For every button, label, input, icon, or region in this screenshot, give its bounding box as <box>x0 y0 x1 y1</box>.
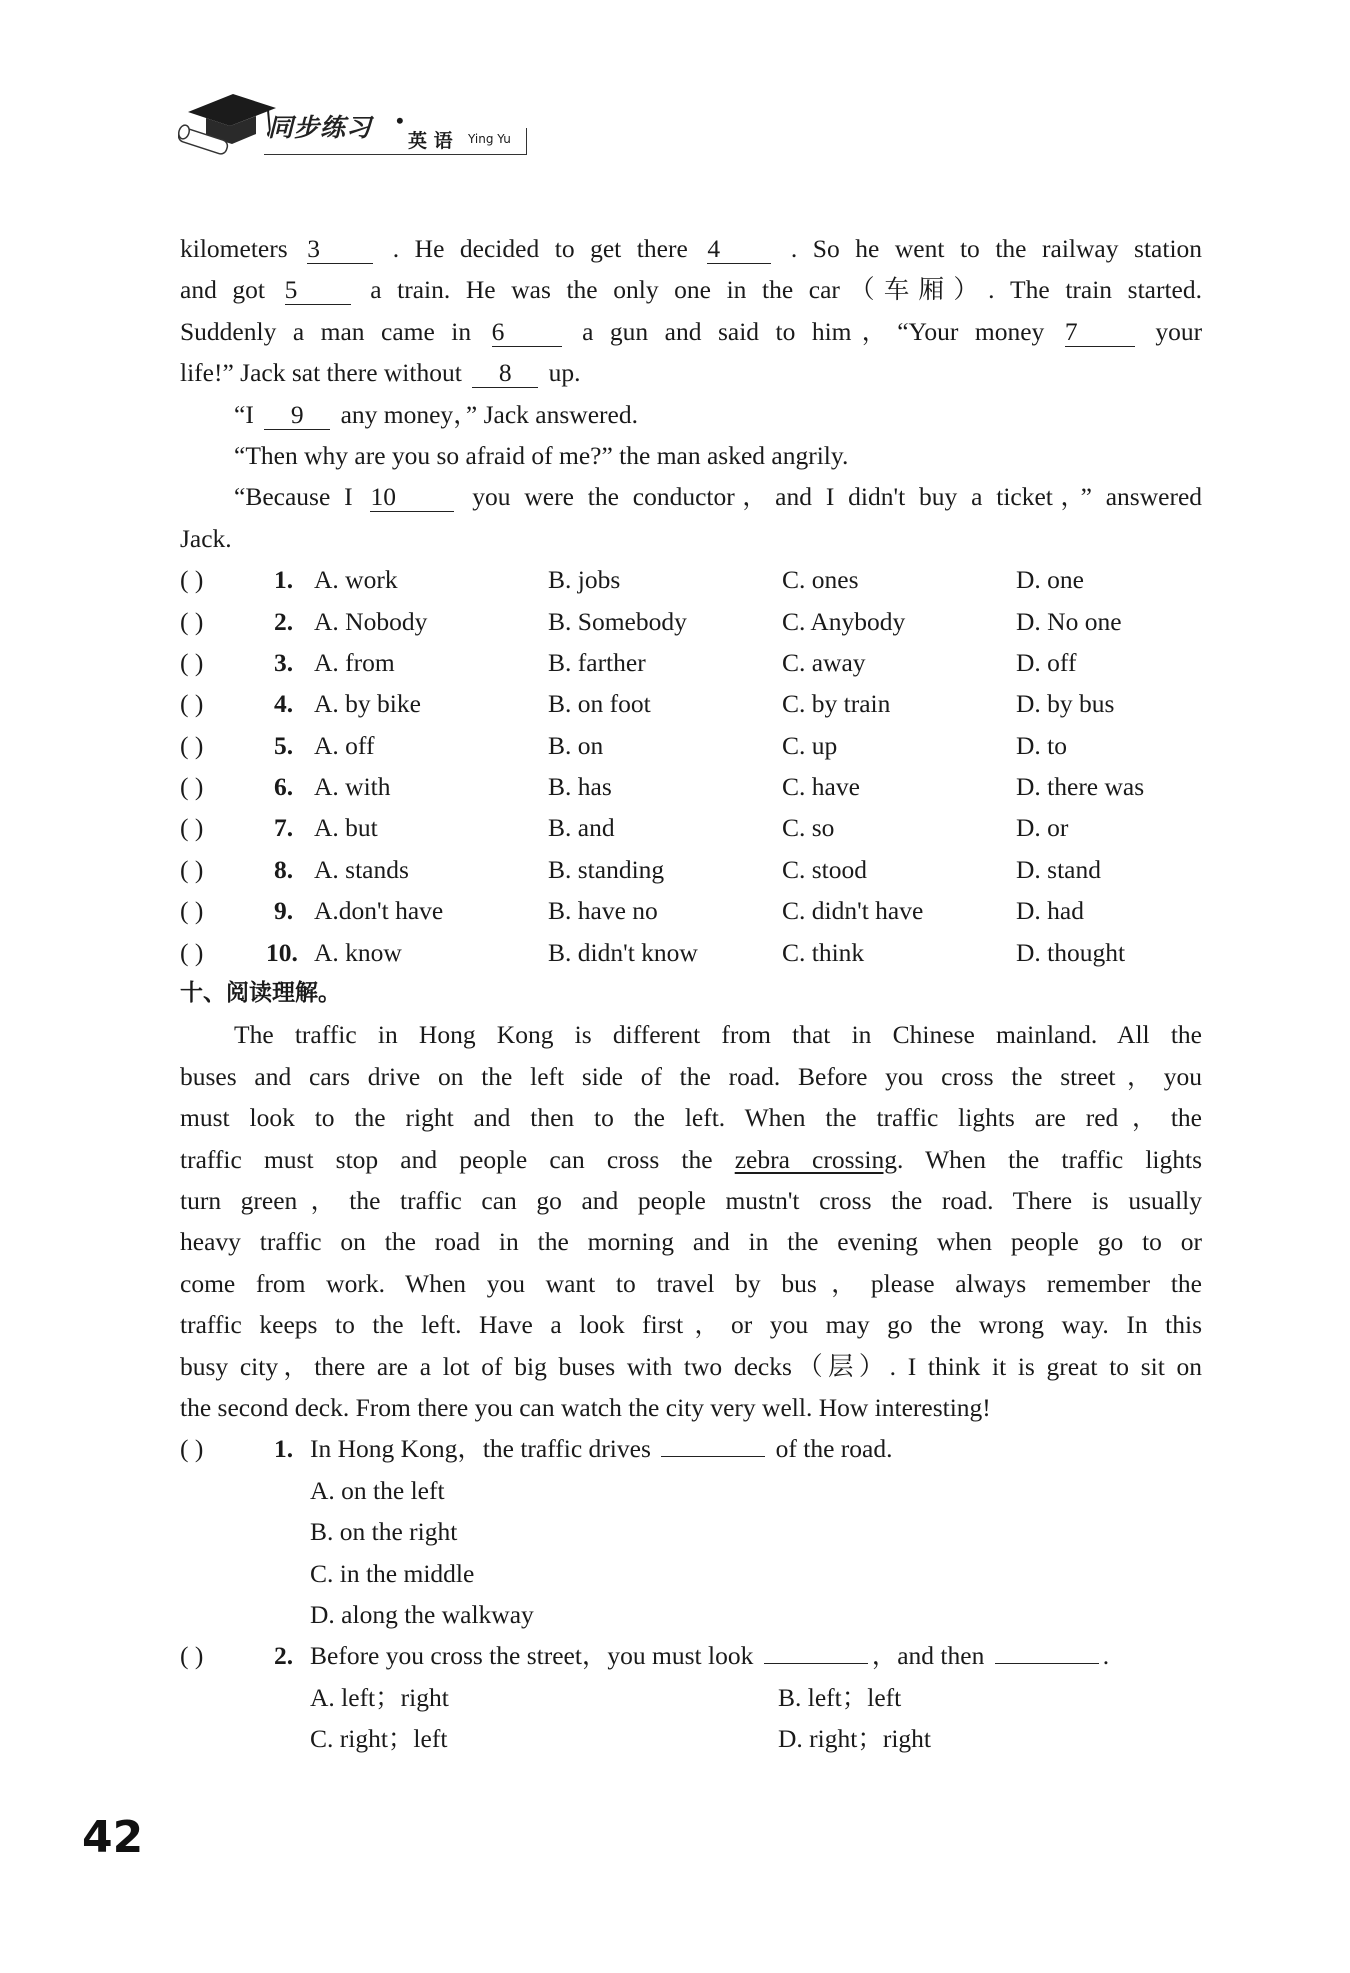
option-c: C. stood <box>782 854 868 884</box>
passage-line: “Because I 10 you were the conductor，and I didn't buy a ticket，” answered <box>234 482 1203 512</box>
option-d: D. or <box>1016 813 1069 843</box>
answer-paren[interactable]: ( ) <box>180 1641 204 1671</box>
question-number: 1. <box>274 1434 294 1464</box>
option-d: D. had <box>1016 896 1084 926</box>
option-row <box>180 601 1202 642</box>
question-number: 10. <box>266 937 298 967</box>
passage-line: and got 5 a train. He was the only one in the car（车厢）. The train started. <box>180 275 1202 305</box>
option-b: B. on the right <box>310 1517 458 1547</box>
answer-paren[interactable]: ( ) <box>180 565 204 595</box>
option-row <box>180 890 1202 931</box>
page-content <box>180 228 1202 1759</box>
reading-line: turn green，the traffic can go and people mustn't cross the road. There is usually <box>180 1185 1202 1215</box>
option-row <box>180 642 1202 683</box>
option-d: D. to <box>1016 730 1067 760</box>
option-row <box>180 683 1202 724</box>
option-d: D. No one <box>1016 606 1122 636</box>
answer-blank[interactable] <box>764 1663 868 1664</box>
option-c: C. ones <box>782 565 859 595</box>
subject-label: 英 语 <box>408 130 453 152</box>
option-row <box>180 932 1202 973</box>
answer-paren[interactable]: ( ) <box>180 772 204 802</box>
reading-line: the second deck. From there you can watch the city very well. How interesting! <box>180 1392 991 1422</box>
passage-line: kilometers 3 . He decided to get there 4 . So he went to the railway station <box>180 234 1203 263</box>
question-number: 4. <box>274 689 294 719</box>
option-c: C. in the middle <box>310 1558 475 1588</box>
question-number: 2. <box>274 606 294 636</box>
question-number: 1. <box>274 565 294 595</box>
option-d: D. by bus <box>1016 689 1115 719</box>
question-stem: Before you cross the street，you must look ，and then . <box>310 1641 1110 1671</box>
option-pair <box>180 1677 1202 1718</box>
option-c: C. right；left <box>310 1724 448 1754</box>
option-a: A. know <box>314 937 402 967</box>
reading-line: busy city，there are a lot of big buses with two decks（层）. I think it is great to sit on <box>180 1351 1202 1381</box>
option-a: A. work <box>314 565 398 595</box>
option-c: C. think <box>782 937 865 967</box>
option-b: B. have no <box>548 896 658 926</box>
option-a: A.don't have <box>314 896 444 926</box>
option-a: A. left；right <box>310 1682 449 1712</box>
blank-9[interactable]: 9 <box>264 401 330 430</box>
blank-3[interactable]: 3 <box>307 235 373 264</box>
option-b: B. farther <box>548 647 646 677</box>
option-row <box>180 725 1202 766</box>
reading-question <box>180 1635 1202 1676</box>
section-title: 十、阅读理解。 <box>180 980 341 1007</box>
reading-line: The traffic in Hong Kong is different from that in Chinese mainland. All the <box>234 1020 1202 1050</box>
option-a: A. stands <box>314 854 409 884</box>
reading-line: must look to the right and then to the left. When the traffic lights are red，the <box>180 1103 1202 1133</box>
reading-line: heavy traffic on the road in the morning and in the evening when people go to or <box>180 1227 1202 1257</box>
answer-paren[interactable]: ( ) <box>180 689 204 719</box>
question-number: 9. <box>274 896 294 926</box>
header-dot: • <box>396 108 404 133</box>
option-d: D. stand <box>1016 854 1101 884</box>
question-number: 8. <box>274 854 294 884</box>
series-title: 同步练习 <box>268 113 373 142</box>
reading-line: buses and cars drive on the left side of the road. Before you cross the street，you <box>180 1061 1202 1091</box>
answer-blank[interactable] <box>661 1456 765 1457</box>
header-rule <box>264 154 526 155</box>
answer-paren[interactable]: ( ) <box>180 896 204 926</box>
question-number: 7. <box>274 813 294 843</box>
option-c: C. didn't have <box>782 896 924 926</box>
graduation-cap-icon <box>178 88 278 162</box>
option-a: A. with <box>314 772 391 802</box>
option-row <box>180 559 1202 600</box>
option-d: D. thought <box>1016 937 1126 967</box>
option-a: A. on the left <box>310 1475 445 1505</box>
question-number: 6. <box>274 772 294 802</box>
option-c: C. so <box>782 813 835 843</box>
answer-paren[interactable]: ( ) <box>180 730 204 760</box>
passage-line: life!” Jack sat there without 8 up. <box>180 358 581 388</box>
answer-paren[interactable]: ( ) <box>180 937 204 967</box>
question-stem: In Hong Kong，the traffic drives of the road. <box>310 1434 893 1464</box>
option-c: C. have <box>782 772 860 802</box>
header-rule-end <box>526 128 527 155</box>
question-number: 3. <box>274 647 294 677</box>
cloze-options <box>180 559 1202 973</box>
passage-line: “Then why are you so afraid of me?” the man asked angrily. <box>234 440 849 470</box>
option-c: C. by train <box>782 689 891 719</box>
option-a: A. off <box>314 730 375 760</box>
answer-paren[interactable]: ( ) <box>180 854 204 884</box>
underlined-phrase: zebra crossing <box>734 1144 898 1174</box>
subject-pinyin: Ying Yu <box>468 132 511 146</box>
option-a: A. from <box>314 647 395 677</box>
blank-10[interactable]: 10 <box>370 483 454 512</box>
reading-line: traffic keeps to the left. Have a look first，or you may go the wrong way. In this <box>180 1310 1202 1340</box>
blank-5[interactable]: 5 <box>285 276 351 305</box>
option-a: A. Nobody <box>314 606 428 636</box>
option-d: D. along the walkway <box>310 1599 534 1629</box>
answer-paren[interactable]: ( ) <box>180 813 204 843</box>
passage-line: “I 9 any money，” Jack answered. <box>234 399 638 429</box>
option-row <box>180 807 1202 848</box>
option-pair <box>180 1718 1202 1759</box>
passage-line: Suddenly a man came in 6 a gun and said to him，“Your money 7 your <box>180 316 1203 346</box>
option-d: D. one <box>1016 565 1084 595</box>
option-b: B. didn't know <box>548 937 698 967</box>
option-b: B. Somebody <box>548 606 687 636</box>
blank-4[interactable]: 4 <box>707 235 771 264</box>
option-b: B. and <box>548 813 615 843</box>
answer-paren[interactable]: ( ) <box>180 606 204 636</box>
option-row <box>180 849 1202 890</box>
page-header <box>178 88 530 162</box>
reading-line: come from work. When you want to travel by bus，please always remember the <box>180 1268 1202 1298</box>
option-b: B. has <box>548 772 612 802</box>
page-number: 42 <box>82 1812 144 1863</box>
option-b: B. left；left <box>778 1682 902 1712</box>
question-number: 5. <box>274 730 294 760</box>
reading-line: traffic must stop and people can cross the zebra crossing. When the traffic lights <box>180 1144 1202 1174</box>
answer-paren[interactable]: ( ) <box>180 1434 204 1464</box>
blank-6[interactable]: 6 <box>492 318 562 347</box>
option-c: C. Anybody <box>782 606 906 636</box>
option-d: D. right；right <box>778 1724 931 1754</box>
option-b: B. standing <box>548 854 665 884</box>
option-a: A. but <box>314 813 378 843</box>
option-row <box>180 766 1202 807</box>
option-d: D. there was <box>1016 772 1145 802</box>
option-d: D. off <box>1016 647 1077 677</box>
answer-blank[interactable] <box>995 1663 1099 1664</box>
option-a: A. by bike <box>314 689 421 719</box>
option-b: B. jobs <box>548 565 621 595</box>
blank-7[interactable]: 7 <box>1065 318 1135 347</box>
option-b: B. on foot <box>548 689 651 719</box>
blank-8[interactable]: 8 <box>472 359 538 388</box>
answer-paren[interactable]: ( ) <box>180 647 204 677</box>
passage-line: Jack. <box>180 523 232 553</box>
reading-question <box>180 1428 1202 1469</box>
option-b: B. on <box>548 730 604 760</box>
question-number: 2. <box>274 1641 294 1671</box>
option-c: C. away <box>782 647 866 677</box>
option-c: C. up <box>782 730 838 760</box>
